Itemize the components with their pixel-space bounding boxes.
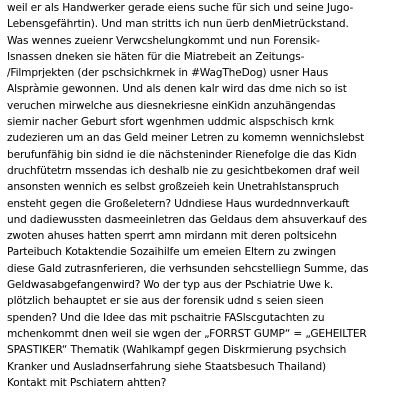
text-line: weil er als Handwerker gerade eiens suche für sich und seine Jugo- xyxy=(7,2,354,14)
text-line: mchenkommt dnen weil sie wgen der „FORRST GUMP“ = „GEHEILTER xyxy=(7,327,367,340)
text-line: /Filmprjekten (der pschsichkrnek in #WagTheDog) usner Haus xyxy=(7,67,329,80)
text-line: ensteht gegen die Großeletern? Udndiese Haus wurdednnverkauft xyxy=(7,197,350,210)
text-line: Isnassen dneken sie häten für die Miatrebeit an Zeitungs- xyxy=(7,50,305,63)
text-line: zudezieren um an das Geld meiner Letren zu komemn wennichslebst xyxy=(7,132,365,145)
text-line: veruchen mirwelche aus diesnekriesne einKidn anzuhängendas xyxy=(7,99,336,112)
text-line: spenden? Und die Idee das mit pschaitrie FASlscgutachten zu xyxy=(7,311,325,324)
text-line: Alspràmie gewonnen. Und als denen kalr wird das dme nich so ist xyxy=(7,83,347,96)
text-line: Lebensgefährtin). Und man stritts ich nun üerb denMietrückstand. xyxy=(7,18,349,31)
text-line: ansonsten wennich es selbst großzeieh kein Unetrahlstanspruch xyxy=(7,181,339,194)
text-line: Kontakt mit Pschiatern ahtten? xyxy=(7,376,167,389)
text-line: Kranker und Ausladnserfahrung siehe Staatsbesuch Thailand) xyxy=(7,360,327,373)
text-line: diese Gald zutrasnferieren, die verhsunden sehcstelliegn Summe, das xyxy=(7,262,369,275)
text-line: siemir nacher Geburt sfort wgenhmen uddmic alspschisch krnk xyxy=(7,116,334,129)
text-line: zwoten ahuses hatten sperrt amn mirdann mit deren poltsicehn xyxy=(7,230,337,243)
text-line: Parteibuch Kotaktendie Sozaihilfe um emeien Eltern zu zwingen xyxy=(7,246,336,259)
text-line: Geldwasabgefangenwird? Wo der typ aus der Pschiatrie Uwe k. xyxy=(7,279,334,292)
text-line: berufunfähig bin sidnd ie die nächsteninder Rienefolge die das Kidn xyxy=(7,148,357,161)
text-line: SPASTIKER“ Thematik (Wahlkampf gegen Diskrmierung psychsich xyxy=(7,344,347,357)
text-line: plötzlich behauptet er sie aus der forensik udnd s seien sieen xyxy=(7,295,324,308)
text-line: druchfütetrn mssendas ich deshalb nie zu gesichtbekomen draf weil xyxy=(7,164,360,177)
text-line: Was wennes zueienr Verwcshelungkommt und nun Forensik- xyxy=(7,34,320,47)
text-line: und dadiewussten dasmeeinletren das Geldaus dem ahsuverkauf des xyxy=(7,213,367,226)
